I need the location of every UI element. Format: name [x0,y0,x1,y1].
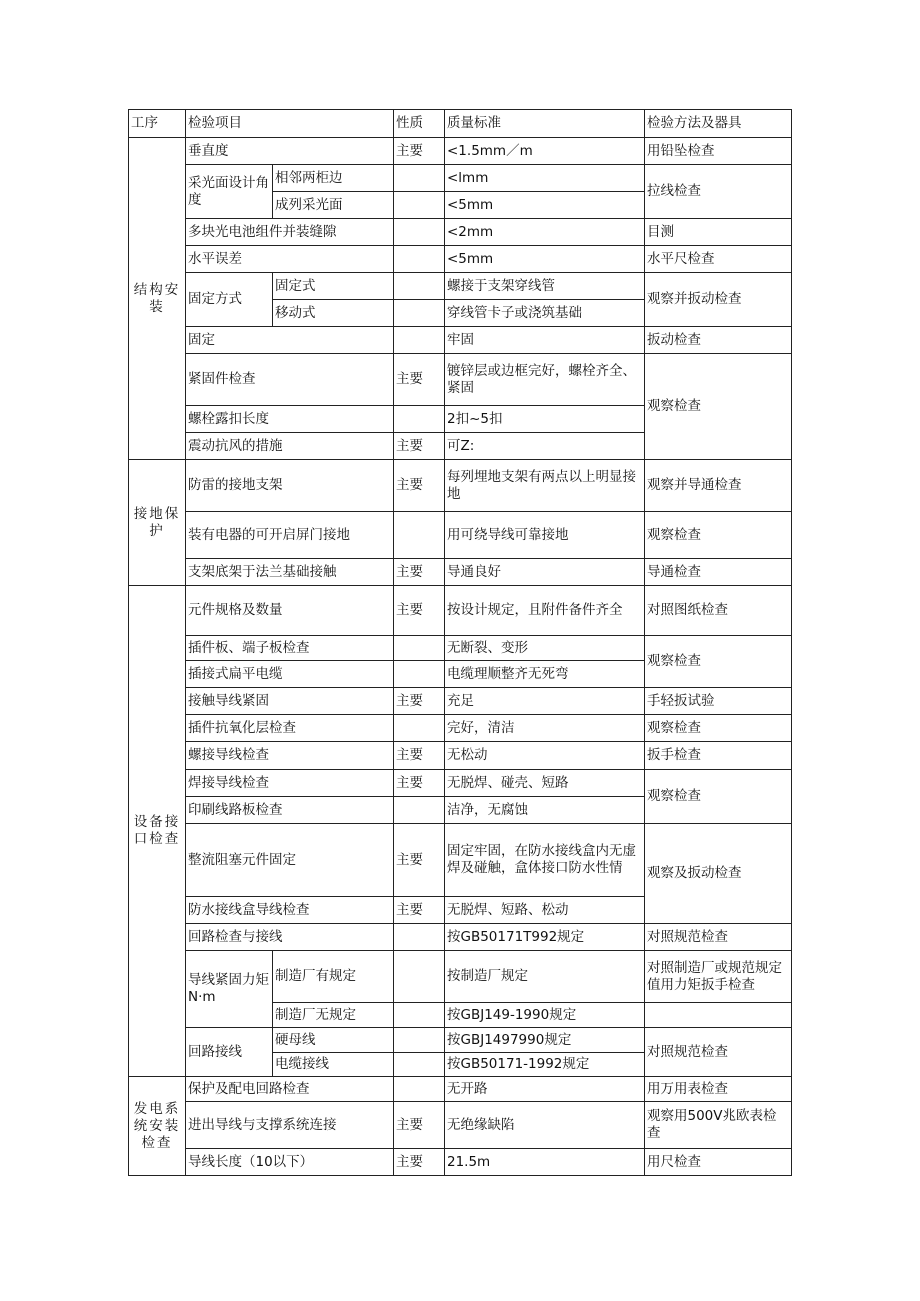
standard: 无脱焊、碰壳、短路 [445,770,645,797]
sub-item: 硬母线 [273,1028,394,1053]
nature [394,165,445,192]
nature: 主要 [394,770,445,797]
standard: 按GBJ1497990规定 [445,1028,645,1053]
nature: 主要 [394,1102,445,1149]
item: 水平误差 [186,246,394,273]
nature: 主要 [394,1149,445,1176]
method: 观察用500V兆欧表检查 [645,1102,792,1149]
item: 垂直度 [186,138,394,165]
nature: 主要 [394,354,445,406]
standard: 洁净，无腐蚀 [445,797,645,824]
item: 印刷线路板检查 [186,797,394,824]
table-row [129,924,792,951]
standard: 牢固 [445,327,645,354]
nature [394,406,445,433]
nature: 主要 [394,688,445,715]
table-row [129,586,792,636]
table-row [129,165,792,192]
standard: 无断裂、变形 [445,636,645,661]
method: 导通检查 [645,559,792,586]
standard: <2mm [445,219,645,246]
method: 目测 [645,219,792,246]
nature [394,1028,445,1053]
item: 支架底架于法兰基础接触 [186,559,394,586]
method: 手轻扳试验 [645,688,792,715]
item: 螺接导线检查 [186,742,394,770]
nature [394,219,445,246]
group-grounding: 接地保护 [129,460,186,586]
item: 震动抗风的措施 [186,433,394,460]
method: 对照制造厂或规范规定值用力矩扳手检查 [645,951,792,1003]
item: 插件抗氧化层检查 [186,715,394,742]
nature [394,1053,445,1077]
table-row [129,327,792,354]
nature [394,327,445,354]
standard: 完好，清洁 [445,715,645,742]
table-row [129,138,792,165]
item: 导线紧固力矩N·m [186,951,273,1028]
item: 多块光电池组件并装缝隙 [186,219,394,246]
header-standard: 质量标准 [445,110,645,138]
method: 观察并导通检查 [645,460,792,512]
nature [394,715,445,742]
standard: 充足 [445,688,645,715]
method: 对照图纸检查 [645,586,792,636]
table-row [129,688,792,715]
standard: 21.5m [445,1149,645,1176]
method: 扳动检查 [645,327,792,354]
sub-item: 移动式 [273,300,394,327]
table-row [129,1028,792,1053]
sub-item: 制造厂有规定 [273,951,394,1003]
standard: 电缆理顺整齐无死弯 [445,661,645,688]
standard: 无开路 [445,1077,645,1102]
nature: 主要 [394,559,445,586]
sub-item: 相邻两柜边 [273,165,394,192]
method: 观察检查 [645,354,792,460]
nature [394,636,445,661]
header-nature: 性质 [394,110,445,138]
group-structure: 结构安装 [129,138,186,460]
method [645,1003,792,1028]
table-row [129,273,792,300]
table-row [129,824,792,897]
nature [394,246,445,273]
header-method: 检验方法及器具 [645,110,792,138]
method: 拉线检查 [645,165,792,219]
standard: <5mm [445,246,645,273]
nature: 主要 [394,138,445,165]
method: 观察检查 [645,770,792,824]
table-row [129,512,792,559]
nature [394,661,445,688]
header-row [129,110,792,138]
method: 用铅坠检查 [645,138,792,165]
method: 用尺检查 [645,1149,792,1176]
item: 导线长度（10以下） [186,1149,394,1176]
nature [394,273,445,300]
group-system: 发电系统安装检查 [129,1077,186,1176]
nature [394,192,445,219]
standard: 每列埋地支架有两点以上明显接地 [445,460,645,512]
item: 装有电器的可开启屏门接地 [186,512,394,559]
table-row [129,636,792,661]
standard: 固定牢固，在防水接线盒内无虚焊及碰触，盒体接口防水性情 [445,824,645,897]
method: 观察检查 [645,715,792,742]
nature: 主要 [394,897,445,924]
nature: 主要 [394,742,445,770]
method: 观察并扳动检查 [645,273,792,327]
standard: 用可绕导线可靠接地 [445,512,645,559]
table-row [129,1077,792,1102]
table-row [129,559,792,586]
standard: <5mm [445,192,645,219]
method: 扳手检查 [645,742,792,770]
table-row [129,219,792,246]
item: 固定 [186,327,394,354]
standard: 螺接于支架穿线管 [445,273,645,300]
item: 保护及配电回路检查 [186,1077,394,1102]
table-row [129,951,792,1003]
nature: 主要 [394,824,445,897]
table-row [129,246,792,273]
method: 水平尺检查 [645,246,792,273]
standard: 无松动 [445,742,645,770]
table-row [129,742,792,770]
item: 插件板、端子板检查 [186,636,394,661]
method: 用万用表检查 [645,1077,792,1102]
item: 整流阻塞元件固定 [186,824,394,897]
table-row [129,354,792,406]
nature [394,924,445,951]
table-row [129,1149,792,1176]
sub-item: 制造厂无规定 [273,1003,394,1028]
standard: 按GB50171T992规定 [445,924,645,951]
item: 接触导线紧固 [186,688,394,715]
nature [394,1003,445,1028]
standard: 穿线管卡子或浇筑基础 [445,300,645,327]
item: 螺栓露扣长度 [186,406,394,433]
table-row [129,460,792,512]
table-row [129,715,792,742]
method: 观察检查 [645,512,792,559]
standard: <lmm [445,165,645,192]
method: 观察检查 [645,636,792,688]
standard: 无脱焊、短路、松动 [445,897,645,924]
standard: 按GB50171-1992规定 [445,1053,645,1077]
item: 焊接导线检查 [186,770,394,797]
table-row [129,770,792,797]
item: 插接式扁平电缆 [186,661,394,688]
standard: 导通良好 [445,559,645,586]
item: 紧固件检查 [186,354,394,406]
method: 观察及扳动检查 [645,824,792,924]
nature [394,1077,445,1102]
item: 进出导线与支撑系统连接 [186,1102,394,1149]
item: 元件规格及数量 [186,586,394,636]
standard: 按制造厂规定 [445,951,645,1003]
inspection-table [128,109,792,1176]
item: 回路检查与接线 [186,924,394,951]
method: 对照规范检查 [645,924,792,951]
nature: 主要 [394,433,445,460]
nature [394,512,445,559]
standard: 无绝缘缺陷 [445,1102,645,1149]
sub-item: 电缆接线 [273,1053,394,1077]
standard: 可Z: [445,433,645,460]
standard: <1.5mm／m [445,138,645,165]
table-row [129,1102,792,1149]
method: 对照规范检查 [645,1028,792,1077]
header-proc: 工序 [129,110,186,138]
item: 固定方式 [186,273,273,327]
standard: 按设计规定，且附件备件齐全 [445,586,645,636]
nature: 主要 [394,460,445,512]
standard: 按GBJ149-1990规定 [445,1003,645,1028]
nature: 主要 [394,586,445,636]
nature [394,797,445,824]
sub-item: 成列采光面 [273,192,394,219]
header-item: 检验项目 [186,110,394,138]
group-equipment: 设备接口检查 [129,586,186,1077]
item: 采光面设计角度 [186,165,273,219]
nature [394,951,445,1003]
item: 防水接线盒导线检查 [186,897,394,924]
standard: 2扣~5扣 [445,406,645,433]
item: 防雷的接地支架 [186,460,394,512]
item: 回路接线 [186,1028,273,1077]
nature [394,300,445,327]
standard: 镀锌层或边框完好，螺栓齐全、紧固 [445,354,645,406]
sub-item: 固定式 [273,273,394,300]
